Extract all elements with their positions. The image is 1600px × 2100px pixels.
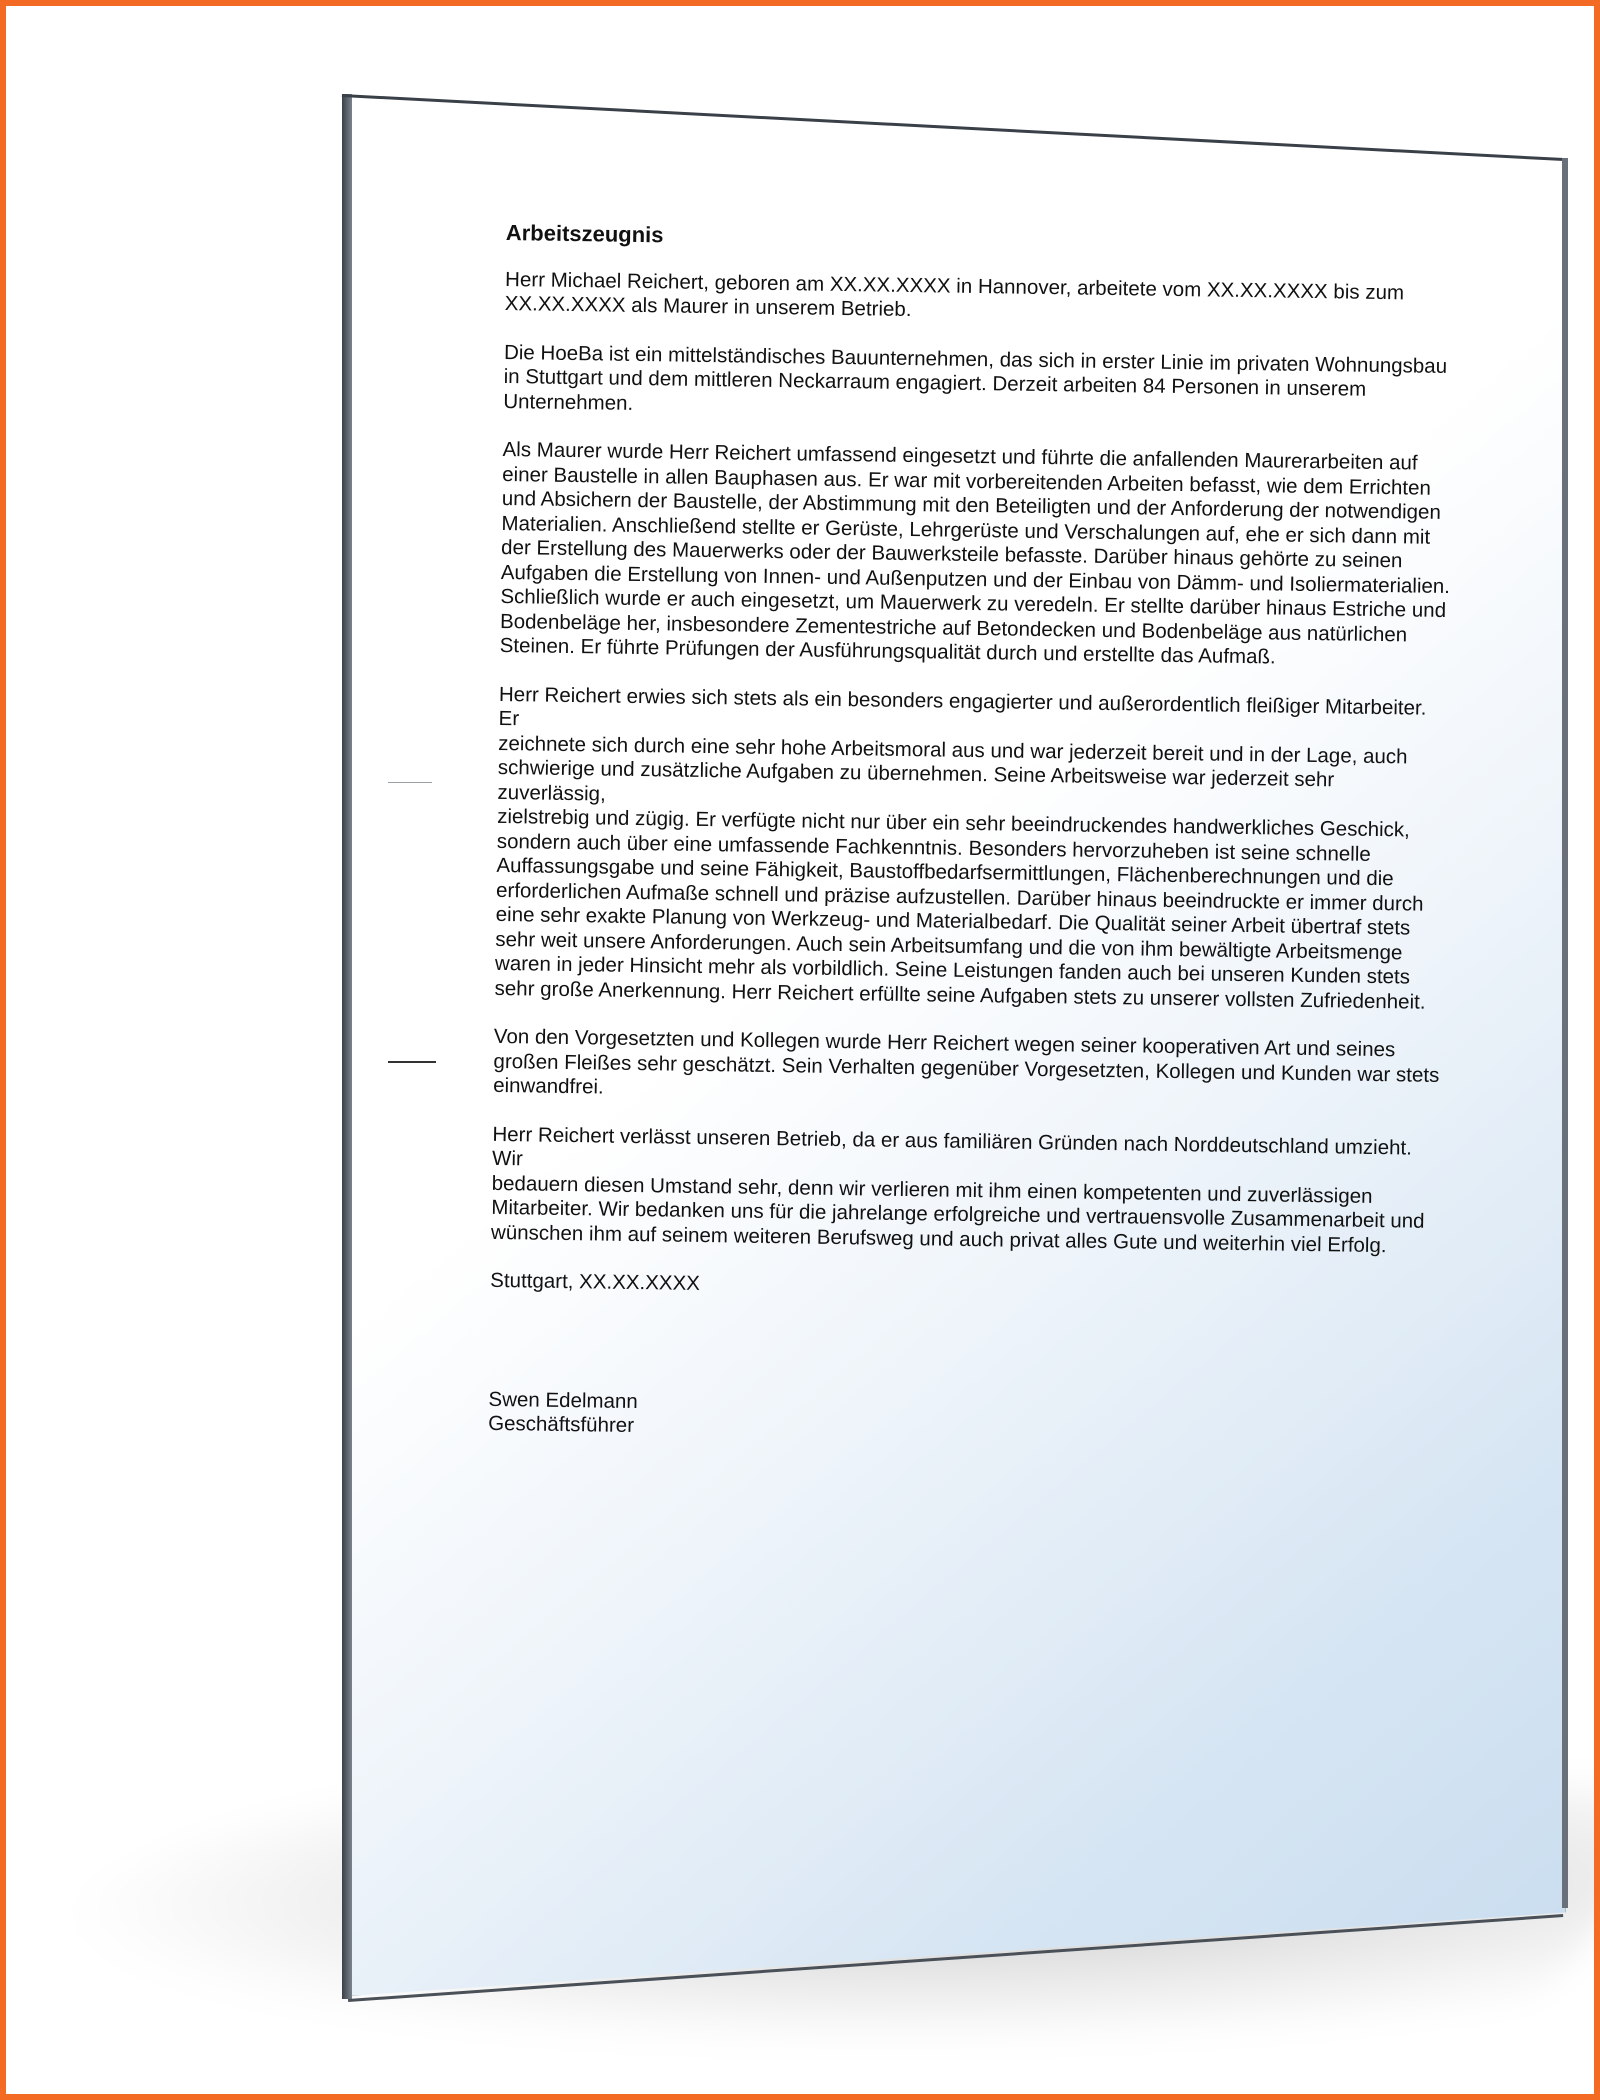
fold-mark-upper [388,782,432,783]
document-title: Arbeitszeugnis [505,220,664,248]
document-scene [6,6,1600,2100]
page-edge-left [342,94,352,1999]
page-edge-right [1562,158,1568,1908]
paragraph-performance: Herr Reichert erwies sich stets als ein besonders engagierter und außerordentlich fleißiger Mitarbeiter. Er zeichnete sich durch eine sehr hohe Arbeitsmoral aus und war jederzeit bereit und in der Lage, auch schwierige und zusätzliche Aufgaben zu übernehmen. Seine Arbeitsweise war jederzeit sehr zuverlässig, zielstrebig und zügig. Er verfügte nicht nur über ein sehr beeindruckendes handwerkliches Geschick, sondern auch über eine umfassende Fachkenntnis. Besonders hervorzuheben ist seine schnelle Auffassungsgabe und seine Fähigkeit, Baustoffbedarfsermittlungen, Flächenberechnungen und die erforderlichen Aufmaße schnell und präzise aufzustellen. Darüber hinaus beeindruckte er immer durch eine sehr exakte Planung von Werkzeug- und Materialbedarf. Die Qualität seiner Arbeit übertraf stets sehr weit unsere Anforderungen. Auch sein Arbeitsumfang und die von ihm bewältigte Arbeitsmenge waren in jeder Hinsicht mehr als vorbildlich. Seine Leistungen fanden auch bei unseren Kunden stets sehr große Anerkennung. Herr Reichert erfüllte seine Aufgaben stets zu unserer vollsten Zufriedenheit. [494,682,1427,1014]
paragraph-conduct: Von den Vorgesetzten und Kollegen wurde Herr Reichert wegen seiner kooperativen Art und seines großen Fleißes sehr geschätzt. Sein Verhalten gegenüber Vorgesetzten, Kollegen und Kunden war stets einwandfrei. [493,1024,1440,1099]
paragraph-employment: Herr Michael Reichert, geboren am XX.XX.XXXX in Hannover, arbeitete vom XX.XX.XXXX bis zum XX.XX.XXXX als Maurer in unserem Betrieb. [504,267,1405,322]
place-date: Stuttgart, XX.XX.XXXX [490,1268,701,1295]
fold-mark-lower [388,1061,436,1063]
signer-name: Swen Edelmann [488,1387,638,1413]
document-content [488,221,1456,1450]
paragraph-company: Die HoeBa ist ein mittelständisches Bauunternehmen, das sich in erster Linie im privaten Wohnungsbau in Stuttgart und dem mittleren Neckarraum engagiert. Derzeit arbeiten 84 Personen in unserem Unternehmen. [503,340,1448,415]
paragraph-farewell: Herr Reichert verlässt unseren Betrieb, da er aus familiären Gründen nach Norddeutschland umzieht. Wir bedauern diesen Umstand sehr, denn wir verlieren mit ihm einen kompetenten und zuverlässigen Mitarbeiter. Wir bedanken uns für die jahrelange erfolgreiche und vertrauensvolle Zusammenarbeit und wünschen ihm auf seinem weiteren Berufsweg und auch privat alles Gute und weiterhin viel Erfolg. [490,1122,1425,1257]
signer-role: Geschäftsführer [487,1411,635,1438]
paragraph-duties: Als Maurer wurde Herr Reichert umfassend eingesetzt und führte die anfallenden Maurerarbeiten auf einer Baustelle in allen Bauphasen aus. Er war mit vorbereitenden Arbeiten befasst, wie dem Errichten und Absichern der Baustelle, der Abstimmung mit den Beteiligten und der Anforderung der notwendigen Materialien. Anschließend stellte er Gerüste, Lehrgerüste und Verschalungen auf, ehe er sich dann mit der Erstellung des Mauerwerks oder der Bauwerksteile befasste. Darüber hinaus gehörte zu seinen Aufgaben die Erstellung von Innen- und Außenputzen und der Einbau von Dämm- und Isoliermaterialien. Schließlich wurde er auch eingesetzt, um Mauerwerk zu veredeln. Er stellte darüber hinaus Estriche und Bodenbeläge her, insbesondere Zementestriche auf Betondecken und Bodenbeläge aus natürlichen Steinen. Er führte Prüfungen der Ausführungsqualität durch und erstellte das Aufmaß. [499,437,1451,669]
